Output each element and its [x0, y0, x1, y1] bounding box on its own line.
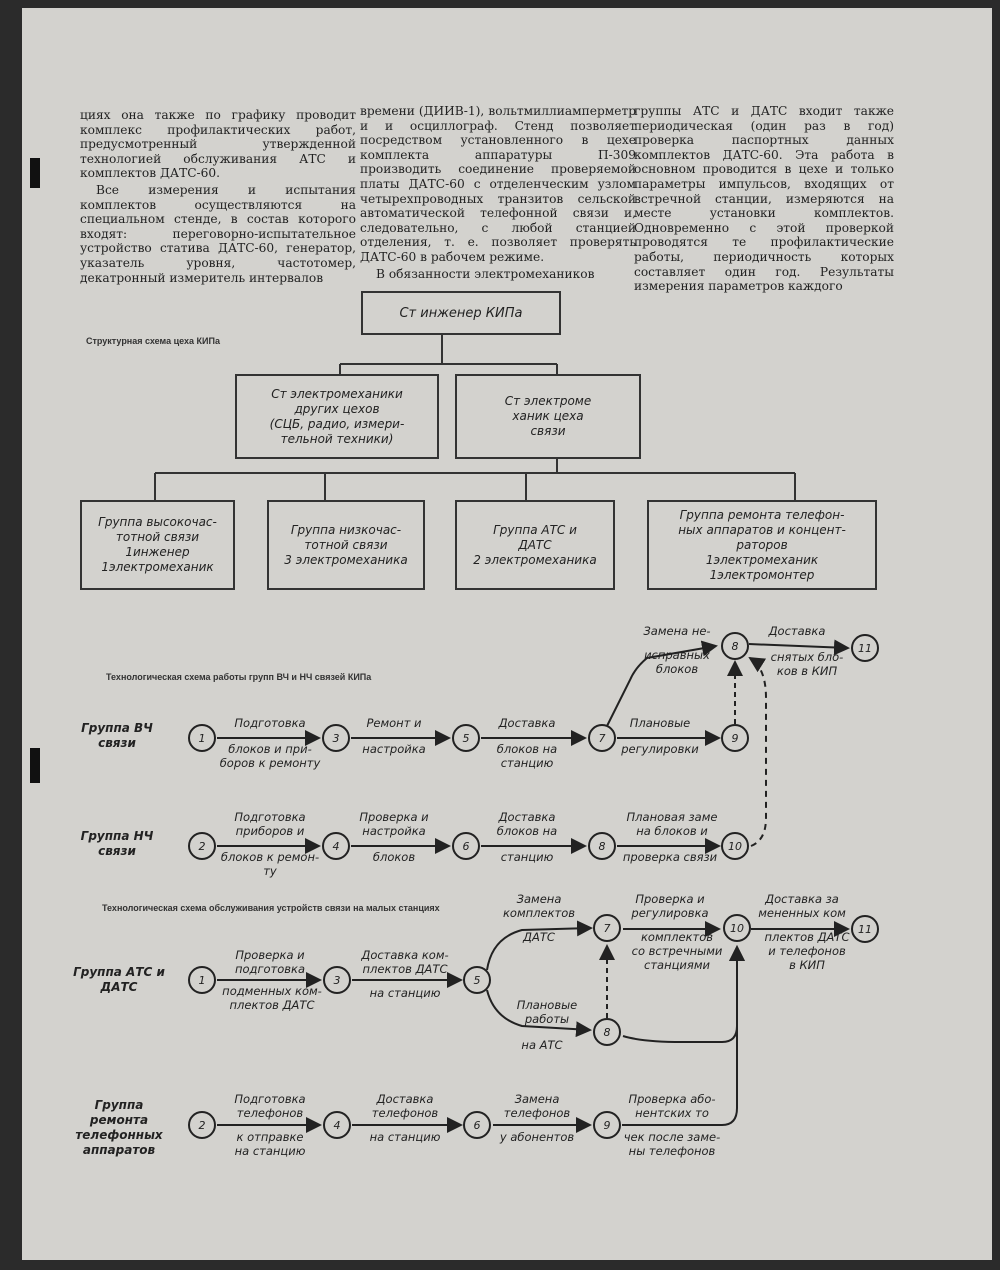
flow-node: 2	[188, 832, 216, 860]
flow-label: плектов ДАТС и телефонов в КИП	[764, 930, 850, 972]
flow-label: Доставка	[498, 716, 556, 730]
flow-label: блоков к ремон- ту	[220, 850, 320, 878]
flow-label: комплектов со встречными станциями	[631, 930, 723, 972]
flow-label: Проверка або- нентских то	[628, 1092, 716, 1120]
flow-label: Ремонт и	[366, 716, 422, 730]
row-label-repair: Группа ремонта телефонных аппаратов	[75, 1098, 163, 1157]
paragraph: циях она также по графику проводит комплекс профилактических работ, предусмотренный утвержденной технологией обслуживания АТС и комплектов ДАТС-60.	[80, 108, 356, 181]
flow-label: Доставка	[768, 624, 826, 638]
flow-label: у абонентов	[499, 1130, 575, 1144]
row-label-lf: Группа НЧ связи	[80, 829, 154, 858]
org-box-repair-group: Группа ремонта телефон- ных аппаратов и концент- раторов 1электромеханик 1электромонтер	[647, 500, 877, 590]
org-box-chief-engineer: Ст инженер КИПа	[361, 291, 561, 335]
paragraph: группы АТС и ДАТС входит также периодическая (один раз в год) проверка паспортных данных комплектов ДАТС-60. Эта работа в основном проводится в цехе и только параметры импульсов, входящих от встречной станции, измеряются на месте установки комплектов. Одновременно с этой проверкой проводятся те профилактические работы, периодичность которых составляет один год. Результаты измерения параметров каждого	[634, 104, 894, 294]
flow-label: регулировки	[621, 742, 699, 756]
flow-label: Замена комплектов	[502, 892, 576, 920]
org-box-lf-group: Группа низкочас- тотной связи 3 электромеханика	[267, 500, 425, 590]
paragraph: Все измерения и испытания комплектов осуществляются на специальном стенде, в состав которого входят: переговорно-испытательное устройство статива ДАТС-60, генератор, указатель уровня, частотомер, декатронный измеритель интервалов	[80, 182, 356, 285]
flow-label: снятых бло- ков в КИП	[770, 650, 844, 678]
flow-label: Замена телефонов	[503, 1092, 571, 1120]
figure-caption: Структурная схема цеха КИПа	[86, 336, 220, 346]
flow-node: 10	[723, 914, 751, 942]
flow-label: Подготовка телефонов	[234, 1092, 306, 1120]
flow-label: Доставка за мененных ком	[758, 892, 846, 920]
flow-node: 5	[463, 966, 491, 994]
flow-node: 1	[188, 966, 216, 994]
figure-caption: Технологическая схема работы групп ВЧ и НЧ связей КИПа	[106, 672, 372, 682]
flow-node: 9	[593, 1111, 621, 1139]
flow-node: 6	[452, 832, 480, 860]
org-box-comm-shop: Ст электроме ханик цеха связи	[455, 374, 641, 459]
flow-label: Подготовка приборов и	[234, 810, 306, 838]
flow-node: 8	[593, 1018, 621, 1046]
flow-label: Плановые	[629, 716, 691, 730]
flow-label: настройка	[362, 742, 426, 756]
flow-label: Подготовка	[234, 716, 306, 730]
flow-label: Доставка блоков на	[496, 810, 558, 838]
flow-label: станцию	[500, 850, 554, 864]
flow-label: проверка связи	[622, 850, 718, 864]
flow-label: на станцию	[369, 986, 441, 1000]
flow-label: на АТС	[521, 1038, 563, 1052]
flow-node: 8	[721, 632, 749, 660]
flow-label: Замена не-	[643, 624, 711, 638]
flow-label: Доставка телефонов	[371, 1092, 439, 1120]
flow-label: Проверка и регулировка	[631, 892, 709, 920]
flow-node: 2	[188, 1111, 216, 1139]
flow-node: 11	[851, 634, 879, 662]
flow-label: блоков	[372, 850, 416, 864]
flow-label: Доставка ком- плектов ДАТС	[361, 948, 449, 976]
flow-node: 9	[721, 724, 749, 752]
org-box-other-shops: Ст электромеханики других цехов (СЦБ, радио, измери- тельной техники)	[235, 374, 439, 459]
paragraph: времени (ДИИВ-1), вольтмиллиамперметр и и осциллограф. Стенд позволяет посредством установленного в цехе комплекта аппаратуры П-309 производить соединение проверяемой платы ДАТС-60 с отделенческим узлом четырехпроводных транзитов сельской автоматической телефонной связи и, следовательно, с любой станцией отделения, т. е. позволяет проверять ДАТС-60 в рабочем режиме.	[360, 104, 636, 264]
figure-caption: Технологическая схема обслуживания устройств связи на малых станциях	[102, 903, 440, 913]
org-box-ats-group: Группа АТС и ДАТС 2 электромеханика	[455, 500, 615, 590]
flow-node: 3	[322, 724, 350, 752]
flow-node: 4	[322, 832, 350, 860]
flow-label: блоков и при- боров к ремонту	[219, 742, 321, 770]
flow-label: ДАТС	[523, 930, 555, 944]
flow-node: 10	[721, 832, 749, 860]
flow-label: Плановая заме на блоков и	[626, 810, 718, 838]
flow-node: 4	[323, 1111, 351, 1139]
flow-node: 7	[593, 914, 621, 942]
org-box-hf-group: Группа высокочас- тотной связи 1инженер 1электромеханик	[80, 500, 235, 590]
flow-label: Проверка и подготовка	[234, 948, 306, 976]
row-label-ats: Группа АТС и ДАТС	[73, 965, 165, 994]
flow-label: исправных блоков	[644, 648, 710, 676]
flow-node: 11	[851, 915, 879, 943]
flow-node: 5	[452, 724, 480, 752]
diagram-connectors	[22, 8, 992, 1260]
flow-node: 8	[588, 832, 616, 860]
flow-label: блоков на станцию	[496, 742, 558, 770]
document-page	[22, 8, 992, 1260]
paragraph: В обязанности электромехаников	[376, 266, 595, 281]
flow-label: Плановые работы	[516, 998, 578, 1026]
flow-node: 6	[463, 1111, 491, 1139]
flow-node: 1	[188, 724, 216, 752]
flow-node: 3	[323, 966, 351, 994]
flow-label: подменных ком- плектов ДАТС	[222, 984, 322, 1012]
flow-label: на станцию	[369, 1130, 441, 1144]
flow-node: 7	[588, 724, 616, 752]
flow-label: Проверка и настройка	[359, 810, 429, 838]
flow-label: к отправке на станцию	[234, 1130, 306, 1158]
row-label-hf: Группа ВЧ связи	[81, 721, 153, 750]
flow-label: чек после заме- ны телефонов	[623, 1130, 721, 1158]
